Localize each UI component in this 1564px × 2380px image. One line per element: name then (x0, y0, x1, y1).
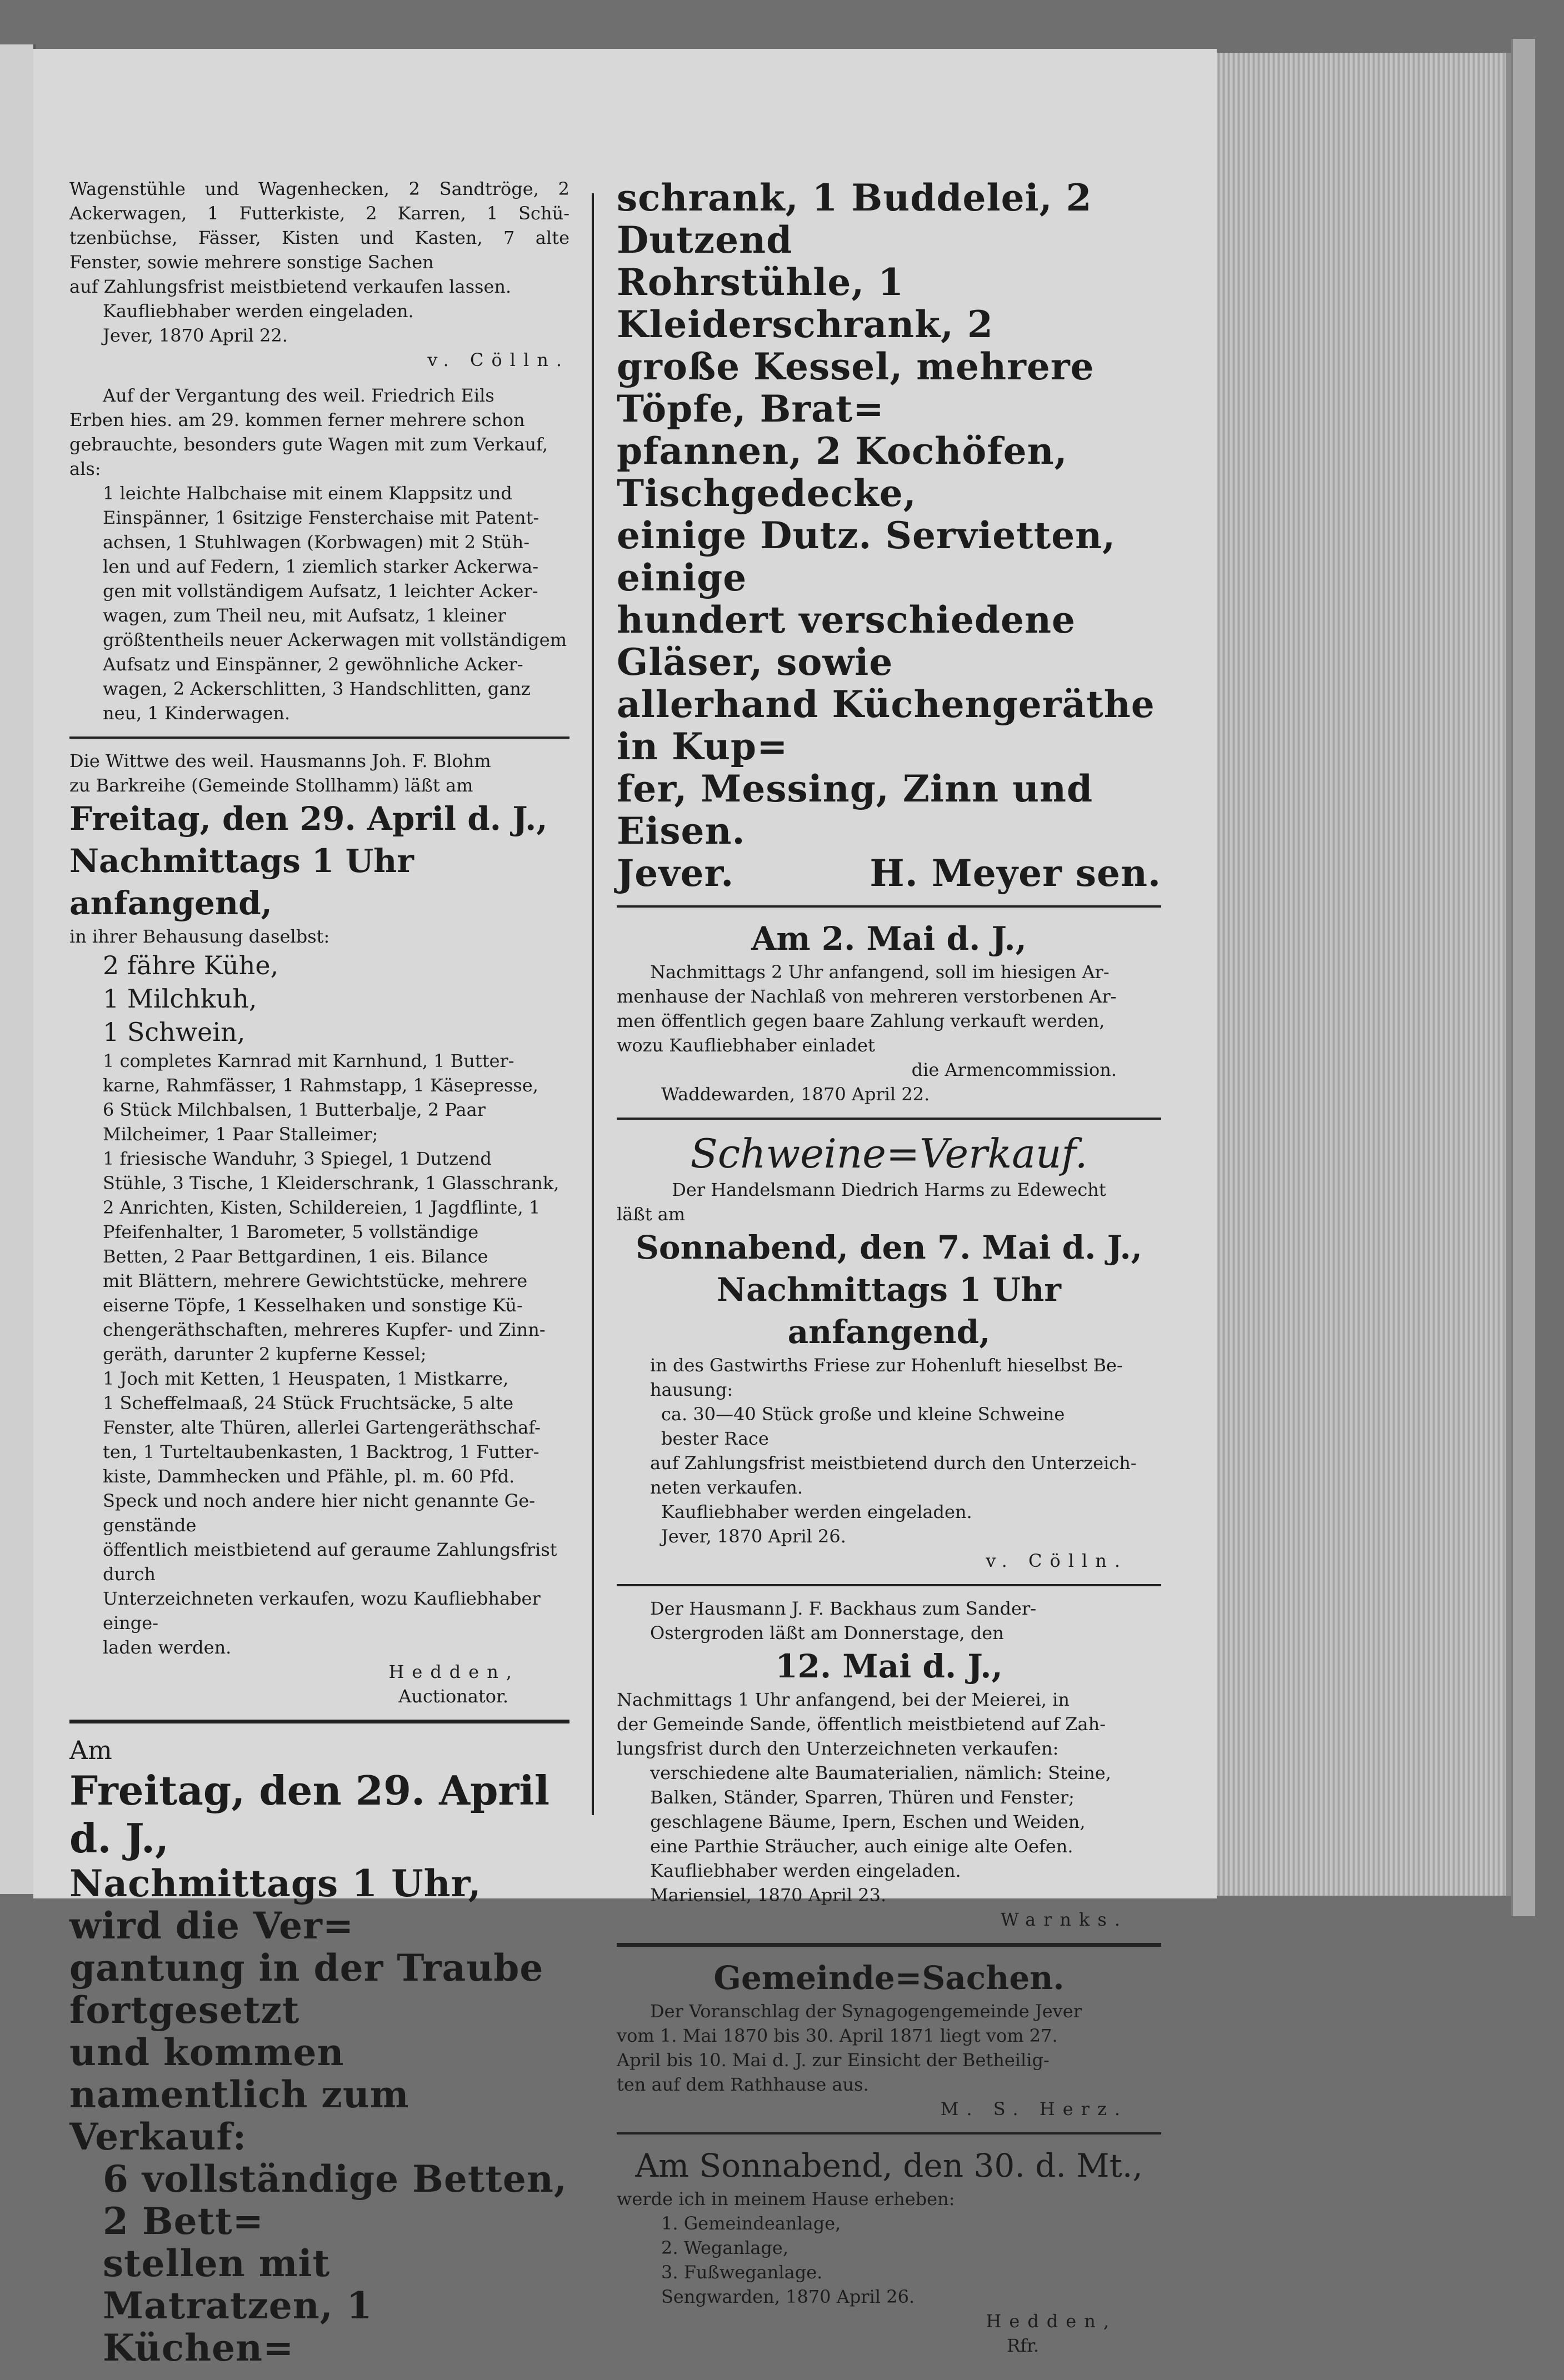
ad6-intro: Der Handelsmann Diedrich Harms zu Edewecht (672, 1179, 1106, 1200)
ad4-cont-line: allerhand Küchengeräthe in Kup= (617, 683, 1155, 768)
ad4-cont-line: Rohrstühle, 1 Kleiderschrank, 2 (617, 260, 993, 346)
ad2-line: len und auf Federn, 1 ziemlich starker Ackerwa- (103, 556, 539, 577)
separator-rule (617, 2132, 1161, 2135)
ad4-date-line: Freitag, den 29. April d. J., (69, 1767, 550, 1862)
ad2-line: Aufsatz und Einspänner, 2 gewöhnliche Acker- (103, 654, 523, 675)
ad3-item: genstände (103, 1515, 197, 1536)
ad3-closing: laden werden. (103, 1637, 232, 1658)
ad3-item: Betten, 2 Paar Bettgardinen, 1 eis. Bilance (103, 1246, 488, 1267)
ad2-line: achsen, 1 Stuhlwagen (Korbwagen) mit 2 Stüh- (103, 532, 530, 553)
ad4-cont-line: hundert verschiedene Gläser, sowie (617, 598, 1076, 684)
ad-tax-collection (617, 2144, 1161, 2358)
separator-rule (617, 1943, 1161, 1947)
ad6-date-line: Sonnabend, den 7. Mai d. J., (636, 1229, 1142, 1266)
ad3-item: geräth, darunter 2 kupferne Kessel; (103, 1344, 427, 1365)
ad2-line: größtentheils neuer Ackerwagen mit vollständigem (103, 629, 567, 650)
ad2-line: gen mit vollständigem Aufsatz, 1 leichter Acker- (103, 580, 538, 602)
ad6-item: ca. 30—40 Stück große und kleine Schweine (661, 1404, 1065, 1425)
previous-page-edge (0, 44, 36, 1894)
book-cover-edge (1511, 39, 1535, 1916)
page-block-edge (1217, 53, 1511, 1896)
ad3-item: Pfeifenhalter, 1 Barometer, 5 vollständige (103, 1221, 479, 1242)
ad1-line: Fenster, sowie mehrere sonstige Sachen (69, 252, 434, 273)
ad8-heading: Gemeinde=Sachen. (713, 1959, 1065, 1997)
ad7-line: verschiedene alte Baumaterialien, nämlich: Steine, (650, 1762, 1111, 1783)
ad7-line: lungsfrist durch den Unterzeichneten verkaufen: (617, 1738, 1059, 1759)
ad3-intro: zu Barkreihe (Gemeinde Stollhamm) läßt am (69, 775, 473, 796)
ad9-heading: Am Sonnabend, den 30. d. Mt., (635, 2147, 1143, 2184)
ad3-item-big: 2 fähre Kühe, (103, 950, 279, 980)
ad4-am: Am (69, 1735, 112, 1765)
ad6-date: Jever, 1870 April 26. (661, 1526, 846, 1547)
ad4-line: und kommen namentlich zum Verkauf: (69, 2031, 409, 2158)
ad1-date: Jever, 1870 April 22. (103, 325, 288, 346)
ad4-cont-line: fer, Messing, Zinn und Eisen. (617, 767, 1093, 853)
ad7-line: eine Parthie Sträucher, auch einige alte Oefen. (650, 1836, 1073, 1857)
ad3-item: Milcheimer, 1 Paar Stalleimer; (103, 1124, 378, 1145)
ad2-line: Erben hies. am 29. kommen ferner mehrere schon (69, 409, 525, 430)
ad3-item: 1 Scheffelmaaß, 24 Stück Fruchtsäcke, 5 alte (103, 1392, 514, 1414)
ad5-line: menhause der Nachlaß von mehreren verstorbenen Ar- (617, 986, 1117, 1007)
ad6-line: hausung: (650, 1379, 733, 1400)
ad3-item: kiste, Dammhecken und Pfähle, pl. m. 60 Pfd. (103, 1466, 515, 1487)
ad3-item: 1 Joch mit Ketten, 1 Heuspaten, 1 Mistkarre, (103, 1368, 509, 1389)
ad-gemeinde-sachen (617, 1957, 1161, 2121)
ad7-signature: Warnks. (1000, 1909, 1128, 1930)
ad6-closing: neten verkaufen. (650, 1477, 803, 1498)
ad1-line: Wagenstühle und Wagenhecken, 2 Sandtröge, 2 (69, 178, 569, 199)
ad9-signature-title: Rfr. (1007, 2335, 1039, 2356)
ad6-heading: Schweine=Verkauf. (690, 1130, 1088, 1177)
ad4-cont-signature-row (617, 852, 1161, 894)
ad4-line: Nachmittags 1 Uhr, wird die Ver= (69, 1862, 482, 1947)
ad7-intro: Ostergroden läßt am Donnerstage, den (650, 1622, 1004, 1644)
ad5-line: men öffentlich gegen baare Zahlung verkauft werden, (617, 1010, 1105, 1031)
ad4-line: stellen mit Matratzen, 1 Küchen= (103, 2242, 373, 2369)
ad1-line: auf Zahlungsfrist meistbietend verkaufen lassen. (69, 276, 512, 297)
ad1-line: Ackerwagen, 1 Futterkiste, 2 Karren, 1 Schü- (69, 203, 569, 224)
ad9-intro: werde ich in meinem Hause erheben: (617, 2188, 955, 2209)
ad-auction-wagons (69, 177, 569, 372)
ad4-line: 6 vollständige Betten, 2 Bett= (103, 2157, 567, 2243)
ad-pig-sale (617, 1130, 1161, 1573)
ad9-item: 3. Fußweganlage. (661, 2262, 823, 2283)
ad7-intro: Der Hausmann J. F. Backhaus zum Sander- (650, 1598, 1037, 1619)
ad1-signature: v. Cölln. (427, 349, 569, 370)
ad3-intro: Die Wittwe des weil. Hausmanns Joh. F. Blohm (69, 750, 491, 771)
ad3-location: in ihrer Behausung daselbst: (69, 926, 330, 947)
ad8-line: ten auf dem Rathhause aus. (617, 2074, 869, 2095)
left-column (69, 177, 569, 2380)
ad3-item-big: 1 Milchkuh, (103, 984, 257, 1014)
ad5-line: Nachmittags 2 Uhr anfangend, soll im hiesigen Ar- (650, 961, 1110, 983)
ad-armenhaus-sale (617, 918, 1161, 1106)
ad3-item: 6 Stück Milchbalsen, 1 Butterbalje, 2 Paar (103, 1099, 486, 1120)
ad8-line: vom 1. Mai 1870 bis 30. April 1871 liegt vom 27. (617, 2025, 1058, 2046)
ad-blohm-auction (69, 749, 569, 1708)
ad3-item: 1 friesische Wanduhr, 3 Spiegel, 1 Dutzend (103, 1148, 492, 1169)
ad4-cont-line: große Kessel, mehrere Töpfe, Brat= (617, 345, 1095, 430)
ad4-cont-line: einige Dutz. Servietten, einige (617, 514, 1116, 599)
ad5-date: Waddewarden, 1870 April 22. (661, 1084, 930, 1105)
ad7-line: geschlagene Bäume, Ipern, Eschen und Weiden, (650, 1811, 1086, 1832)
ad2-line: wagen, zum Theil neu, mit Aufsatz, 1 kleiner (103, 605, 506, 626)
separator-rule (617, 905, 1161, 908)
ad9-item: 1. Gemeindeanlage, (661, 2213, 841, 2234)
right-column (617, 177, 1161, 2369)
ad2-line: neu, 1 Kinderwagen. (103, 703, 291, 724)
ad9-item: 2. Weganlage, (661, 2237, 788, 2258)
ad3-item: Fenster, alte Thüren, allerlei Gartengeräthschaf- (103, 1417, 541, 1438)
ad-traube-continued (617, 177, 1161, 894)
ad8-line: April bis 10. Mai d. J. zur Einsicht der Betheilig- (617, 2050, 1050, 2071)
ad-backhaus-sale (617, 1596, 1161, 1932)
separator-rule (69, 736, 569, 739)
ad8-signature: M. S. Herz. (940, 2098, 1128, 2120)
ad3-item: karne, Rahmfässer, 1 Rahmstapp, 1 Käsepresse, (103, 1075, 538, 1096)
ad6-closing: Kaufliebhaber werden eingeladen. (661, 1501, 972, 1522)
ad9-signature: Hedden, (986, 2311, 1117, 2332)
ad3-item: 2 Anrichten, Kisten, Schildereien, 1 Jagdflinte, 1 (103, 1197, 541, 1218)
separator-rule (69, 1720, 569, 1723)
ad4-cont-place: Jever. (617, 851, 734, 895)
ad4-cont-line: pfannen, 2 Kochöfen, Tischgedecke, (617, 429, 1068, 515)
ad3-item: eiserne Töpfe, 1 Kesselhaken und sonstige Kü- (103, 1295, 523, 1316)
ad3-item: Speck und noch andere hier nicht genannte Ge- (103, 1490, 536, 1511)
ad5-heading: Am 2. Mai d. J., (751, 920, 1027, 958)
ad6-time-line: Nachmittags 1 Uhr anfangend, (717, 1271, 1061, 1351)
separator-rule (617, 1118, 1161, 1120)
newspaper-page (33, 49, 1217, 2369)
ad7-line: Balken, Ständer, Sparren, Thüren und Fenster; (650, 1787, 1075, 1808)
ad7-line: Kaufliebhaber werden eingeladen. (650, 1860, 961, 1881)
ad6-closing: auf Zahlungsfrist meistbietend durch den Unterzeich- (650, 1452, 1137, 1474)
ad2-line: als: (69, 458, 101, 479)
ad6-line: in des Gastwirths Friese zur Hohenluft hieselbst Be- (650, 1355, 1123, 1376)
ad6-intro2: läßt am (617, 1204, 686, 1225)
ad4-cont-signature: H. Meyer sen. (870, 851, 1161, 895)
ad3-closing: öffentlich meistbietend auf geraume Zahlungsfrist durch (103, 1539, 557, 1585)
ad6-signature: v. Cölln. (986, 1550, 1128, 1571)
ad5-line: wozu Kaufliebhaber einladet (617, 1035, 875, 1056)
ad3-item: Stühle, 3 Tische, 1 Kleiderschrank, 1 Glasschrank, (103, 1173, 559, 1194)
ad3-item: 1 completes Karnrad mit Karnhund, 1 Butter- (103, 1050, 514, 1071)
ad2-line: 1 leichte Halbchaise mit einem Klappsitz und (103, 483, 512, 504)
ad1-line: Kaufliebhaber werden eingeladen. (103, 300, 414, 322)
ad7-line: Nachmittags 1 Uhr anfangend, bei der Meierei, in (617, 1689, 1070, 1710)
ad6-item: bester Race (661, 1428, 769, 1449)
ad3-item: ten, 1 Turteltaubenkasten, 1 Backtrog, 1 Futter- (103, 1441, 539, 1462)
ad7-date-line: 12. Mai d. J., (775, 1647, 1003, 1685)
ad2-line: gebrauchte, besonders gute Wagen mit zum Verkauf, (69, 434, 548, 455)
ad9-date: Sengwarden, 1870 April 26. (661, 2286, 915, 2307)
separator-rule (617, 1584, 1161, 1586)
ad-traube-auction (69, 1733, 569, 2369)
ad2-line: Einspänner, 1 6sitzige Fensterchaise mit Patent- (103, 507, 539, 528)
ad3-signature: Hedden, (388, 1661, 519, 1682)
ad3-signature-title: Auctionator. (398, 1686, 508, 1707)
ad2-line: wagen, 2 Ackerschlitten, 3 Handschlitten, ganz (103, 678, 531, 699)
ad8-line: Der Voranschlag der Synagogengemeinde Jever (650, 2001, 1082, 2022)
ad4-line: gantung in der Traube fortgesetzt (69, 1946, 544, 2032)
column-divider (592, 193, 594, 1815)
ad3-item-big: 1 Schwein, (103, 1017, 246, 1047)
ad-eils-wagons (69, 383, 569, 725)
ad3-item: mit Blättern, mehrere Gewichtstücke, mehrere (103, 1270, 528, 1291)
ad3-time-line: Nachmittags 1 Uhr anfangend, (69, 842, 414, 922)
ad7-line: der Gemeinde Sande, öffentlich meistbietend auf Zah- (617, 1713, 1106, 1735)
ad3-closing: Unterzeichneten verkaufen, wozu Kaufliebhaber einge- (103, 1588, 541, 1634)
ad7-date: Mariensiel, 1870 April 23. (650, 1885, 887, 1906)
ad4-cont-line: schrank, 1 Buddelei, 2 Dutzend (617, 176, 1092, 262)
ad3-date-line: Freitag, den 29. April d. J., (69, 800, 548, 838)
ad5-signature: die Armencommission. (911, 1059, 1117, 1080)
ad2-line: Auf der Vergantung des weil. Friedrich Eils (103, 385, 494, 406)
ad1-line: tzenbüchse, Fässer, Kisten und Kasten, 7 alte (69, 227, 569, 248)
ad3-item: chengeräthschaften, mehreres Kupfer- und Zinn- (103, 1319, 546, 1340)
